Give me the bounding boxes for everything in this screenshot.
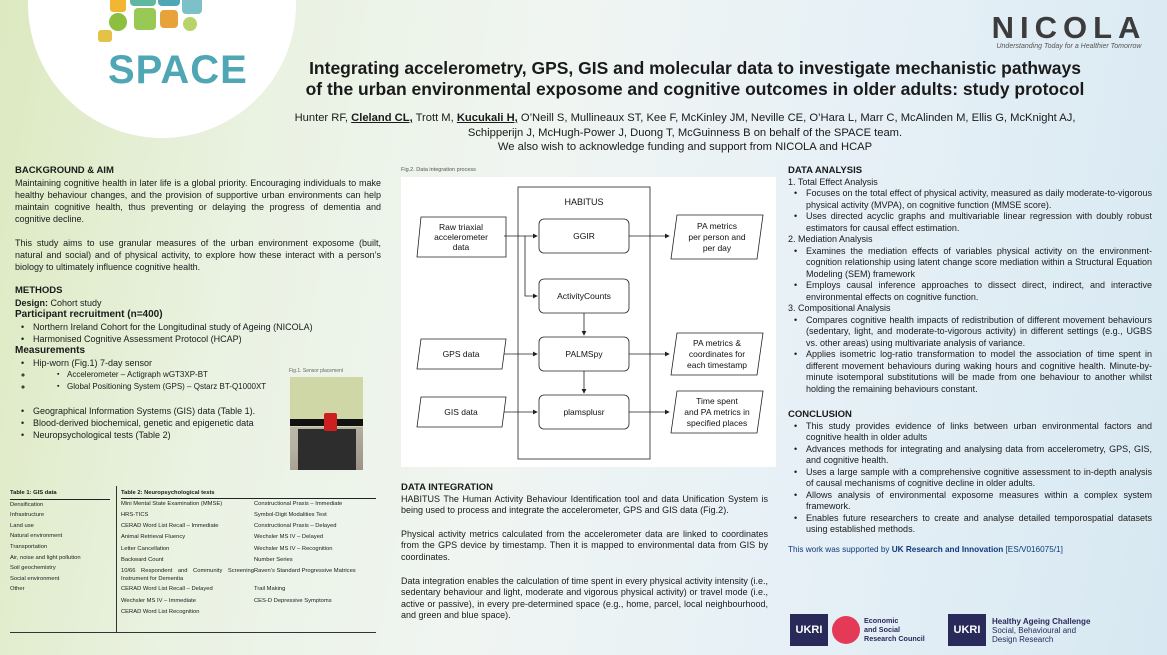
table-row: Infrastructure bbox=[10, 512, 45, 519]
integration-para-2: Physical activity metrics calculated from the accelerometer data are linked to coordinates from the GPS device by timestamp. Then it is mapped to environmental data from GIS by coordinates. bbox=[401, 528, 768, 562]
nicola-logo-text: NICOLA bbox=[991, 10, 1147, 45]
table2-title: Table 2: Neuropsychological tests bbox=[121, 488, 376, 499]
table-cell: Backward Count bbox=[121, 556, 164, 563]
conclusion-heading: CONCLUSION bbox=[788, 409, 852, 420]
diagram-caption: Fig.2. Data integration process bbox=[401, 167, 476, 173]
table-row: Land use bbox=[10, 522, 34, 529]
list-item: • Employs causal inference approaches to dissect direct, indirect, and interactive environmental effects on cognitive function. bbox=[788, 280, 1152, 303]
table-cell: Raven’s Standard Progressive Matrices bbox=[254, 568, 356, 575]
list-item: ▪ ◦ Accelerometer – Actigraph wGT3XP-BT bbox=[33, 369, 381, 381]
hip-worn-label: Hip-worn (Fig.1) 7-day sensor bbox=[33, 358, 153, 368]
table-bottom-rule bbox=[10, 632, 376, 633]
table-cell: CERAD Word List Recall – Delayed bbox=[121, 586, 213, 593]
sensor-device-icon bbox=[324, 413, 337, 431]
photo-caption: Fig.1. Sensor placement bbox=[289, 368, 344, 374]
table-cell: Wechsler MS IV – Recognition bbox=[254, 545, 333, 552]
integration-para-3: Data integration enables the calculation of time spent in every physical activity intensity (i.e., sedentary behaviour and light, moderate and vigorous physical activity) or travel mode (i.e., active or passive), in every pre-determined space (e.g., home, parcel, local neighbourhood, and green and blue space). bbox=[401, 575, 768, 621]
table-cell: Mini Mental State Examination (MMSE) bbox=[121, 500, 223, 507]
table-row: Densification bbox=[10, 501, 44, 508]
design-label: Design: bbox=[15, 298, 49, 308]
proc4-label: plamsplusr bbox=[563, 407, 605, 417]
table-cell: Number Series bbox=[254, 556, 293, 563]
right-column bbox=[788, 165, 1152, 555]
hac-line3: Design Research bbox=[992, 635, 1054, 644]
table-row: Natural environment bbox=[10, 533, 63, 540]
list-item: • Compares cognitive health impacts of redistribution of different movement behaviours (sedentary, light, and moderate-to-vigorous activity) in different settings (e.g., UGBS vs. other areas) using multivariate analysis of variance. bbox=[788, 315, 1152, 350]
recruitment-heading: Participant recruitment (n=400) bbox=[15, 309, 163, 320]
input2-label: GPS data bbox=[442, 349, 480, 359]
authors-mid: Trott M, bbox=[412, 112, 457, 124]
activity-icons-logo bbox=[98, 0, 208, 44]
out3-line2: and PA metrics in bbox=[684, 407, 750, 417]
design-line bbox=[15, 297, 381, 309]
acknowledgement: We also wish to acknowledge funding and support from NICOLA and HCAP bbox=[497, 141, 873, 153]
poster-title bbox=[300, 58, 1090, 100]
list-item: • Examines the mediation effects of variables physical activity on the environment-cognition relationship using latent change score mediation within a Structural Equation Modeling (SEM) framework bbox=[788, 246, 1152, 281]
authors-post: O’Neill S, Mullineaux ST, Kee F, McKinley JM, Neville CE, O’Hara L, Marr C, McAlinden M, Ellis G, McKnight AJ, Schipperijn J, McHugh-Power J, Duong T, McGuinness B on behalf of the SPACE team. bbox=[467, 112, 1076, 139]
list-item: • Allows analysis of environmental exposome measures within a complex system framework. bbox=[788, 490, 1152, 513]
authors-pre: Hunter RF, bbox=[294, 112, 352, 124]
list-item: ▪ ◦ Global Positioning System (GPS) – Qstarz BT-Q1000XT bbox=[33, 381, 381, 393]
author-kucukali: Kucukali H, bbox=[456, 112, 518, 124]
list-item: • Applies isometric log-ratio transformation to model the association of time spent in different movement behaviours during waking hours and cognitive health. Minute-by-minute isotemporal substitutions will be made from one behaviour to another whilst holding the remaining behaviours constant. bbox=[788, 349, 1152, 395]
space-logo-text: SPACE bbox=[108, 48, 248, 92]
hac-line1: Healthy Ageing Challenge bbox=[992, 617, 1091, 626]
esrc-logo-text bbox=[864, 617, 925, 643]
conclusion-list bbox=[788, 421, 1152, 536]
support-prefix: This work was supported by bbox=[788, 544, 892, 554]
input3-label: GIS data bbox=[444, 407, 478, 417]
ukri-logo-2: UKRI bbox=[948, 614, 986, 646]
list-item: • Harmonised Cognitive Assessment Protocol (HCAP) bbox=[15, 333, 381, 345]
out3-line3: specified places bbox=[686, 418, 748, 428]
list-item: • Neuropsychological tests (Table 2) bbox=[15, 429, 381, 441]
list-item: • Uses a large sample with a comprehensive cognitive assessment to in-depth analysis of causal mechanisms of cognitive decline in older adults. bbox=[788, 467, 1152, 490]
sensor-placement-photo bbox=[290, 377, 363, 470]
esrc-line2: and Social bbox=[864, 624, 900, 634]
input1-line3: data bbox=[452, 242, 470, 252]
table-row: Soil geochemistry bbox=[10, 565, 56, 572]
table-cell: Letter Cancellation bbox=[121, 545, 170, 552]
table-neuro-tests bbox=[121, 488, 376, 619]
table-row: Transportation bbox=[10, 543, 48, 550]
title-line-1: Integrating accelerometry, GPS, GIS and molecular data to investigate mechanistic pathways bbox=[309, 58, 1081, 78]
table-cell: 10/66 Respondent and Community Screening Instrument for Dementia bbox=[121, 568, 254, 582]
table1-title: Table 1: GIS data bbox=[10, 488, 110, 500]
background-para-2: This study aims to use granular measures of the urban environment exposome (built, natural and social) and of physical activity, to explore how these interact with a person’s biology to ultimately influence cognitive health. bbox=[15, 238, 381, 272]
table-row: Air, noise and light pollution bbox=[10, 554, 81, 561]
out2-line1: PA metrics & bbox=[692, 338, 742, 348]
authors-text bbox=[290, 111, 1080, 140]
table-cell: Trail Making bbox=[254, 586, 286, 593]
analysis-section-2: 2. Mediation Analysis bbox=[788, 234, 873, 244]
author-cleland: Cleland CL, bbox=[351, 112, 413, 124]
data-integration-diagram bbox=[401, 177, 776, 467]
support-statement bbox=[788, 544, 1152, 556]
habitus-label: HABITUS bbox=[564, 197, 604, 207]
table-gis-data bbox=[10, 488, 110, 595]
space-logo bbox=[28, 0, 296, 138]
background-heading: BACKGROUND & AIM bbox=[15, 165, 114, 176]
integration-para-1: HABITUS The Human Activity Behaviour Identification tool and data Unification System is being used to process and integrate the accelerometer, GPS and GIS data (Fig.2). bbox=[401, 493, 768, 516]
list-item: • Blood-derived biochemical, genetic and epigenetic data bbox=[15, 417, 381, 429]
table-row: Social environment bbox=[10, 575, 60, 582]
hac-line2: Social, Behavioural and bbox=[992, 626, 1077, 635]
esrc-logo-icon bbox=[832, 616, 860, 644]
nicola-tagline: Understanding Today for a Healthier Tomorrow bbox=[996, 43, 1142, 50]
analysis-heading: DATA ANALYSIS bbox=[788, 165, 863, 176]
methods-heading: METHODS bbox=[15, 285, 63, 296]
proc3-label: PALMSpy bbox=[565, 349, 603, 359]
list-item: • Geographical Information Systems (GIS) data (Table 1). bbox=[15, 405, 381, 417]
list-item: • This study provides evidence of links between urban environmental factors and cognitive health in older adults bbox=[788, 421, 1152, 444]
table2-grid bbox=[121, 499, 376, 619]
table-cell: HRS-TICS bbox=[121, 511, 149, 518]
list-item: • Advances methods for integrating and analysing data from accelerometry, GPS, GIS, and cognitive health. bbox=[788, 444, 1152, 467]
out1-line2: per person and bbox=[688, 232, 746, 242]
background-para-1: Maintaining cognitive health in later life is a global priority. Encouraging individuals to make healthy behaviour changes, and the provision of supportive urban environments can help maintain cognitive health, thus preventing or delaying the progress of dementia and cognitive decline. bbox=[15, 178, 381, 224]
table-cell: Wechsler MS IV – Delayed bbox=[254, 534, 324, 541]
table-row: Other bbox=[10, 586, 25, 593]
table-cell: Symbol-Digit Modalities Test bbox=[254, 511, 327, 518]
analysis-section-3: 3. Compositional Analysis bbox=[788, 303, 891, 313]
table-cell: Wechsler MS IV – Immediate bbox=[121, 597, 196, 604]
input1-line2: accelerometer bbox=[434, 232, 488, 242]
list-item: • Northern Ireland Cohort for the Longitudinal study of Ageing (NICOLA) bbox=[15, 321, 381, 333]
nicola-logo bbox=[979, 10, 1159, 50]
support-grant: [ES/V016075/1] bbox=[1003, 544, 1063, 554]
out1-line3: per day bbox=[702, 243, 732, 253]
out1-line1: PA metrics bbox=[697, 221, 737, 231]
recruitment-list bbox=[15, 321, 381, 345]
analysis-section-1: 1. Total Effect Analysis bbox=[788, 176, 878, 187]
list-item: • Uses directed acyclic graphs and multivariable linear regression with doubly robust estimators for causal effect estimation. bbox=[788, 211, 1152, 234]
esrc-line3: Research Council bbox=[864, 633, 925, 643]
list-item: • Enables future researchers to create and analyse detailed temporospatial datasets using established methods. bbox=[788, 513, 1152, 536]
esrc-line1: Economic bbox=[864, 616, 899, 625]
analysis-list-2 bbox=[788, 246, 1152, 304]
measurements-heading: Measurements bbox=[15, 345, 86, 356]
proc1-label: GGIR bbox=[573, 231, 595, 241]
table-cell: CES-D Depressive Symptoms bbox=[254, 597, 332, 604]
list-item: • Focuses on the total effect of physical activity, measured as daily moderate-to-vigorous physical activity (MVPA), on cognitive function (MMSE score). bbox=[788, 188, 1152, 211]
integration-heading: DATA INTEGRATION bbox=[401, 482, 493, 493]
support-funder: UK Research and Innovation bbox=[891, 544, 1004, 554]
author-list bbox=[290, 111, 1080, 155]
out3-line1: Time spent bbox=[696, 396, 738, 406]
table-divider bbox=[116, 486, 117, 632]
ukri-logo: UKRI bbox=[790, 614, 828, 646]
table-cell: Animal Retrieval Fluency bbox=[121, 534, 186, 541]
table-cell: CERAD Word List Recall – Immediate bbox=[121, 523, 219, 530]
table-cell bbox=[254, 608, 376, 619]
hac-logo-text bbox=[992, 617, 1090, 644]
out2-line3: each timestamp bbox=[687, 360, 747, 370]
funder-logos bbox=[790, 614, 1150, 646]
out2-line2: coordinates for bbox=[688, 349, 746, 359]
analysis-list-3 bbox=[788, 315, 1152, 396]
table-cell: Constructional Praxis – Immediate bbox=[254, 500, 343, 507]
title-line-2: of the urban environmental exposome and cognitive outcomes in older adults: study protocol bbox=[305, 79, 1085, 99]
analysis-list-1 bbox=[788, 188, 1152, 234]
table-cell: Constructional Praxis – Delayed bbox=[254, 523, 337, 530]
middle-column bbox=[401, 482, 768, 622]
proc2-label: ActivityCounts bbox=[557, 291, 611, 301]
design-value: Cohort study bbox=[48, 298, 102, 308]
table-cell: CERAD Word List Recognition bbox=[121, 609, 200, 616]
input1-line1: Raw triaxial bbox=[439, 222, 483, 232]
